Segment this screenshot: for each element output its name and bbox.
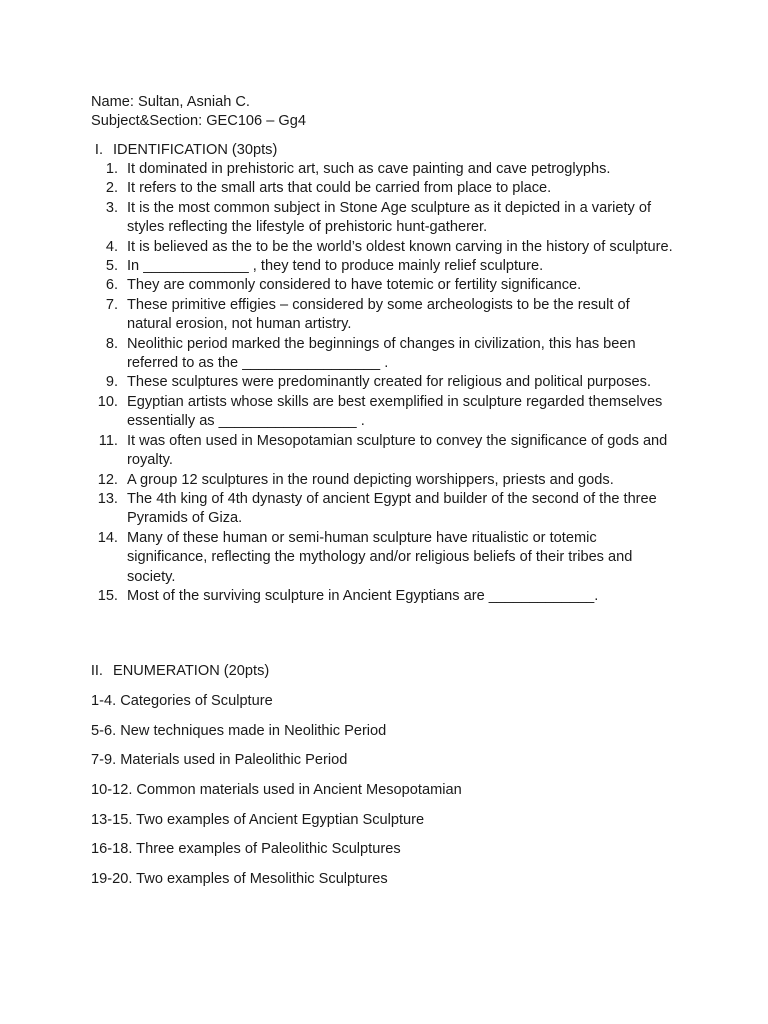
enumeration-item: 10-12. Common materials used in Ancient Mesopotamian <box>91 782 462 799</box>
item-text: They are commonly considered to have totemic or fertility significance. <box>127 277 582 294</box>
item-number: 13. <box>97 490 118 507</box>
section-enumeration-heading <box>67 662 269 681</box>
item-text: It dominated in prehistoric art, such as cave painting and cave petroglyphs. <box>127 161 611 177</box>
item-number: 15. <box>97 587 118 604</box>
enumeration-item: 13-15. Two examples of Ancient Egyptian Sculpture <box>91 811 425 828</box>
identification-item <box>60 335 700 374</box>
enumeration-item: 7-9. Materials used in Paleolithic Period <box>91 752 348 769</box>
item-number: 6. <box>105 277 118 294</box>
item-text: Neolithic period marked the beginnings of changes in civilization, this has been referred to as the _________________ . <box>127 335 636 372</box>
identification-item <box>60 471 700 490</box>
item-number: 12. <box>97 471 118 488</box>
item-text: These primitive effigies – considered by some archeologists to be the result of natural erosion, not human artistry. <box>127 296 630 333</box>
item-number: 9. <box>105 374 118 391</box>
enumeration-item: 5-6. New techniques made in Neolithic Period <box>91 722 387 739</box>
item-number: 5. <box>105 258 118 275</box>
item-number: 14. <box>97 529 118 546</box>
student-header <box>91 93 306 132</box>
identification-item <box>60 199 700 238</box>
item-text: It was often used in Mesopotamian sculpture to convey the significance of gods and royalty. <box>127 432 668 469</box>
section-title: ENUMERATION (20pts) <box>113 663 270 679</box>
identification-item <box>60 490 700 529</box>
item-text: It is the most common subject in Stone Age sculpture as it depicted in a variety of styles reflecting the lifestyle of prehistoric hunt-gatherer. <box>127 199 652 236</box>
item-number: 3. <box>105 199 118 216</box>
section-title: IDENTIFICATION (30pts) <box>113 142 278 158</box>
identification-list <box>60 160 700 606</box>
section-identification-heading <box>67 141 277 160</box>
section-numeral: II. <box>90 663 103 679</box>
subject-section: Subject&Section: GEC106 – Gg4 <box>91 113 306 130</box>
item-number: 7. <box>105 296 118 313</box>
identification-item <box>60 179 700 198</box>
enumeration-item: 1-4. Categories of Sculpture <box>91 693 273 709</box>
enumeration-item: 19-20. Two examples of Mesolithic Sculptures <box>91 871 388 888</box>
identification-item <box>60 238 700 257</box>
identification-item <box>60 373 700 392</box>
item-text: In _____________ , they tend to produce mainly relief sculpture. <box>127 258 544 275</box>
student-name: Name: Sultan, Asniah C. <box>91 94 250 110</box>
identification-item <box>60 432 700 471</box>
item-number: 8. <box>105 335 118 352</box>
item-number: 1. <box>105 161 118 177</box>
enumeration-item: 16-18. Three examples of Paleolithic Sculptures <box>91 841 401 858</box>
item-number: 10. <box>97 393 118 410</box>
item-number: 11. <box>98 432 118 449</box>
item-text: It is believed as the to be the world’s oldest known carving in the history of sculpture. <box>127 238 673 255</box>
item-number: 2. <box>105 180 118 197</box>
identification-item <box>60 529 700 587</box>
identification-item <box>60 276 700 295</box>
enumeration-list <box>91 692 462 900</box>
item-text: Many of these human or semi-human sculpture have ritualistic or totemic significance, reflecting the mythology and/or religious beliefs of their tribes and society. <box>127 529 633 585</box>
identification-item <box>60 296 700 335</box>
item-text: The 4th king of 4th dynasty of ancient Egypt and builder of the second of the three Pyramids of Giza. <box>127 490 657 527</box>
identification-item <box>60 587 700 606</box>
section-numeral: I. <box>94 142 103 158</box>
item-text: Egyptian artists whose skills are best exemplified in sculpture regarded themselves essentially as _________________ . <box>127 393 663 430</box>
item-text: A group 12 sculptures in the round depicting worshippers, priests and gods. <box>127 471 614 488</box>
item-number: 4. <box>105 238 118 255</box>
identification-item <box>60 393 700 432</box>
identification-item <box>60 160 700 179</box>
item-text: These sculptures were predominantly created for religious and political purposes. <box>127 374 652 391</box>
item-text: It refers to the small arts that could be carried from place to place. <box>127 180 552 197</box>
identification-item <box>60 257 700 276</box>
item-text: Most of the surviving sculpture in Ancient Egyptians are _____________. <box>127 587 599 604</box>
